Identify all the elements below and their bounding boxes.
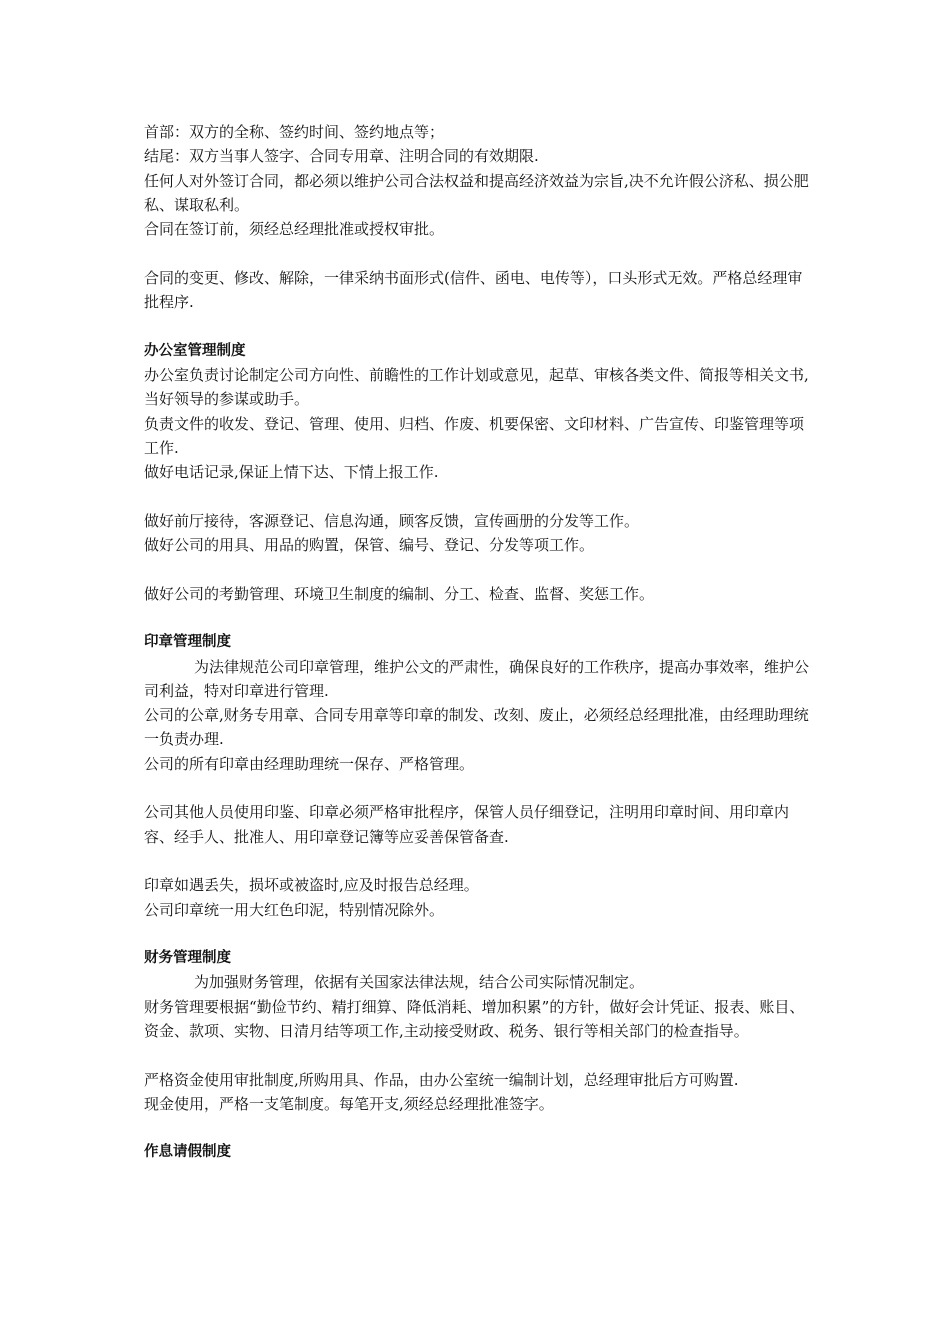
contract-ending-clause: 结尾：双方当事人签字、合同专用章、注明合同的有效期限.	[144, 147, 539, 166]
seal-paragraph: 公司的所有印章由经理助理统一保存、严格管理。	[144, 754, 475, 773]
office-paragraph: 负责文件的收发、登记、管理、使用、归档、作废、机要保密、文印材料、广告宣传、印鉴管理等项工作.	[144, 414, 805, 457]
office-paragraph: 做好电话记录,保证上情下达、下情上报工作.	[144, 463, 439, 482]
finance-section-heading: 财务管理制度	[144, 950, 231, 967]
office-section-heading: 办公室管理制度	[144, 342, 246, 359]
spacer	[144, 1116, 810, 1140]
seal-paragraph: 公司其他人员使用印鉴、印章必须严格审批程序，保管人员仔细登记，注明用印章时间、用印章内容、经手人、批准人、用印章登记簿等应妥善保管备查.	[144, 803, 790, 846]
office-paragraph: 办公室负责讨论制定公司方向性、前瞻性的工作计划或意见，起草、审核各类文件、简报等相关文书,当好领导的参谋或助手。	[144, 365, 809, 409]
finance-paragraph: 严格资金使用审批制度,所购用具、作品，由办公室统一编制计划，总经理审批后方可购置.	[144, 1070, 739, 1089]
document-page	[144, 120, 810, 1165]
seal-paragraph: 公司印章统一用大红色印泥，特别情况除外。	[144, 900, 445, 919]
seal-paragraph: 为法律规范公司印章管理，维护公文的严肃性，确保良好的工作秩序，提高办事效率，维护公司利益，特对印章进行管理.	[144, 657, 810, 700]
finance-paragraph: 现金使用，严格一支笔制度。每笔开支,须经总经理批准签字。	[144, 1094, 554, 1113]
seal-section-heading: 印章管理制度	[144, 634, 231, 651]
spacer	[144, 241, 810, 265]
office-paragraph: 做好前厅接待，客源登记、信息沟通，顾客反馈，宣传画册的分发等工作。	[144, 511, 640, 530]
contract-approval: 合同在签订前，须经总经理批准或授权审批。	[144, 220, 445, 239]
contract-header-clause: 首部：双方的全称、签约时间、签约地点等；	[144, 123, 445, 141]
contract-change-rule: 合同的变更、修改、解除，一律采纳书面形式(信件、函电、电传等），口头形式无效。严格总经理审批程序.	[144, 268, 803, 312]
spacer	[144, 1043, 810, 1067]
office-paragraph: 做好公司的考勤管理、环境卫生制度的编制、分工、检查、监督、奖惩工作。	[144, 584, 655, 603]
seal-paragraph: 公司的公章,财务专用章、合同专用章等印章的制发、改刻、废止，必须经总经理批准，由经理助理统一负责办理.	[144, 706, 809, 749]
spacer	[144, 484, 810, 508]
finance-paragraph: 为加强财务管理，依据有关国家法律法规，结合公司实际情况制定。	[194, 973, 645, 992]
leave-section-heading: 作息请假制度	[144, 1144, 231, 1161]
finance-paragraph: 财务管理要根据“勤俭节约、精打细算、降低消耗、增加积累”的方针，做好会计凭证、报表、账目、资金、款项、实物、日清月结等项工作,主动接受财政、税务、银行等相关部门的检查指导。	[144, 997, 805, 1040]
office-paragraph: 做好公司的用具、用品的购置，保管、编号、登记、分发等项工作。	[144, 536, 595, 555]
spacer	[144, 849, 810, 873]
seal-paragraph: 印章如遇丢失，损坏或被盗时,应及时报告总经理。	[144, 876, 479, 895]
spacer	[144, 606, 810, 630]
spacer	[144, 557, 810, 581]
contract-principle: 任何人对外签订合同，都必须以维护公司合法权益和提高经济效益为宗旨,决不允许假公济私、损公肥私、谋取私利。	[144, 171, 809, 214]
spacer	[144, 776, 810, 800]
spacer	[144, 314, 810, 338]
spacer	[144, 922, 810, 946]
